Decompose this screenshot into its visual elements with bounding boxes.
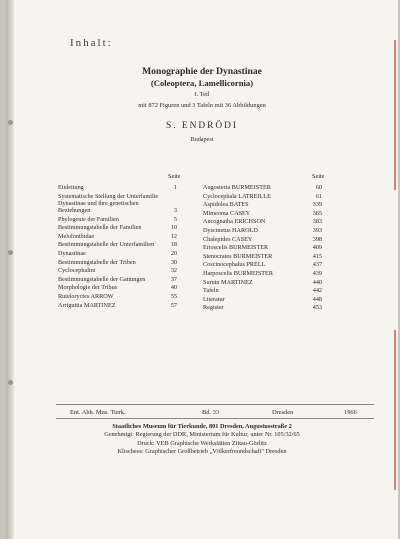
document-page [6, 0, 398, 539]
toc-entry-page: 440 [312, 278, 322, 286]
toc-entry [58, 284, 177, 291]
toc-entry-title: Tafeln [203, 287, 219, 295]
monograph-subtitle: (Coleoptera, Lamellicornia) [150, 78, 254, 88]
toc-entry-page: 55 [170, 292, 177, 300]
toc-entry-title: Augosteria BURMEISTER [203, 184, 271, 191]
toc-entry [203, 236, 322, 243]
toc-entry-page: 442 [312, 287, 322, 295]
monograph-title: Monographie der Dynastinae [142, 66, 262, 77]
toc-entry-page: 398 [312, 235, 322, 243]
toc-entry-page: 60 [315, 184, 322, 191]
footer-rule-bottom [56, 418, 374, 419]
toc-entry [203, 210, 322, 217]
toc-entry-page: 10 [170, 224, 177, 232]
punch-hole [8, 380, 13, 385]
journal-name: Ent. Abh. Mus. Tierk. [70, 409, 126, 416]
edge-mark [394, 40, 396, 190]
toc-entry-title: Cyclocephalini [58, 267, 96, 275]
punch-hole [8, 250, 13, 255]
toc-entry-title: Surutu MARTINEZ [203, 278, 253, 286]
toc-entry [203, 218, 322, 225]
toc-entry [58, 267, 177, 274]
toc-entry [203, 193, 322, 200]
toc-entry-title: Erioscelis BURMEISTER [203, 244, 269, 252]
imprint-approval: Genehmigt: Regierung der DDR, Ministerium für Kultur, unter Nr. 105/32/65 [104, 431, 300, 439]
toc-entry-title: Bestimmungstabelle der Unterfamilien [58, 241, 155, 249]
toc-entry-title: Einleitung [58, 184, 84, 191]
toc-entry [203, 304, 322, 311]
toc-entry-page: 3 [173, 207, 177, 214]
toc-entry-title: Aspidolea BATES [203, 201, 249, 209]
imprint-block [6, 423, 398, 456]
toc-entry-title: Morphologie der Tribus [58, 284, 118, 292]
contents-heading: Inhalt: [70, 37, 113, 49]
part-label: I. Teil [194, 91, 210, 98]
footer-rule-top [56, 404, 374, 405]
imprint-printer: Druck: VEB Graphische Werkstätten Zittau-Görlitz [137, 439, 267, 447]
toc-entry-page: 5 [173, 215, 177, 223]
toc-entry-title: Arriguttia MARTINEZ [58, 301, 116, 309]
figures-note: mit 872 Figuren und 3 Tafeln mit 36 Abbildungen [138, 102, 266, 109]
toc-right-column [203, 184, 322, 313]
year: 1966 [344, 409, 357, 416]
edge-mark [394, 330, 396, 490]
toc-entry-title: Melolonthidae [58, 232, 95, 240]
toc-entry [58, 184, 177, 191]
toc-entry-page: 409 [312, 244, 322, 252]
toc-entry-page: 18 [170, 241, 177, 249]
toc-entry-page: 453 [312, 304, 322, 312]
toc-entry-title: Register [203, 304, 224, 312]
toc-entry-title: Bestimmungstabelle der Gattungen [58, 275, 146, 283]
toc-entry [58, 193, 177, 215]
toc-entry-title: Dyscinetus HAROLD [203, 226, 258, 234]
page-column-label-left: Seite [168, 173, 181, 180]
toc-entry-title: Bestimmungstabelle der Triben [58, 258, 136, 266]
toc-entry [203, 261, 322, 268]
toc-entry [203, 287, 322, 294]
toc-entry-page: 415 [312, 252, 322, 260]
toc-entry-title: Mimeoma CASEY [203, 209, 251, 217]
toc-entry [203, 244, 322, 251]
toc-entry [203, 296, 322, 303]
toc-left-column [58, 184, 177, 310]
toc-entry [203, 201, 322, 208]
toc-entry [203, 253, 322, 260]
page-column-label-right: Seite [312, 173, 325, 180]
toc-entry-page: 30 [170, 258, 177, 266]
toc-entry [58, 276, 177, 283]
toc-entry-page: 32 [170, 267, 177, 275]
toc-entry-page: 61 [315, 192, 322, 200]
toc-entry [203, 227, 322, 234]
toc-entry-page: 383 [312, 218, 322, 226]
toc-entry-page: 393 [312, 226, 322, 234]
toc-entry-page: 1 [173, 184, 177, 191]
toc-entry-title: Ancognatha ERICHSON [203, 218, 266, 226]
imprint-publisher: Staatliches Museum für Tierkunde, 801 Dresden, Augustusstraße 2 [112, 423, 292, 430]
volume-number: Bd. 33 [202, 409, 220, 416]
toc-entry-page: 437 [312, 261, 322, 269]
toc-entry [58, 224, 177, 231]
toc-entry [203, 279, 322, 286]
toc-entry-title: Ruteloryctes ARROW [58, 292, 114, 300]
toc-entry [58, 259, 177, 266]
toc-entry-title: Phylogenie der Familien [58, 215, 119, 223]
toc-entry-page: 20 [170, 249, 177, 257]
toc-entry-page: 448 [312, 295, 322, 303]
toc-entry-page: 40 [170, 284, 177, 292]
toc-entry-title: Chalepides CASEY [203, 235, 253, 243]
toc-entry-page: 37 [170, 275, 177, 283]
toc-entry-title: Harposcelis BURMEISTER [203, 269, 273, 277]
toc-entry-page: 339 [312, 201, 322, 209]
toc-entry-title: Literatur [203, 295, 225, 303]
toc-entry-page: 57 [170, 301, 177, 309]
toc-entry-title: Dynastinae [58, 249, 86, 257]
author-name: S. ENDRÖDI [165, 121, 239, 131]
toc-entry-title: Coscinocephalus PRELL [203, 261, 266, 269]
toc-entry [58, 233, 177, 240]
toc-entry-page: 439 [312, 269, 322, 277]
toc-entry-title: Bestimmungstabelle der Familien [58, 224, 142, 232]
toc-entry-page: 12 [170, 232, 177, 240]
city: Dresden [272, 409, 294, 416]
toc-entry-title: Stenocrates BURMEISTER [203, 252, 273, 260]
toc-entry-title: Cyclocephala LATREILLE [203, 192, 271, 200]
toc-entry [58, 302, 177, 309]
toc-entry-page: 365 [312, 209, 322, 217]
imprint-plates: Klischees: Graphischer Großbetrieb „Völkerfreundschaft" Dresden [117, 447, 287, 455]
toc-entry [58, 250, 177, 257]
author-place: Budapest [190, 136, 214, 143]
toc-entry [203, 270, 322, 277]
toc-entry [203, 184, 322, 191]
toc-entry-title: Systematische Stellung der Unterfamilie Dynastinae und ihre genetischen Beziehungen [58, 192, 159, 214]
toc-entry [58, 216, 177, 223]
toc-entry [58, 293, 177, 300]
toc-entry [58, 241, 177, 248]
